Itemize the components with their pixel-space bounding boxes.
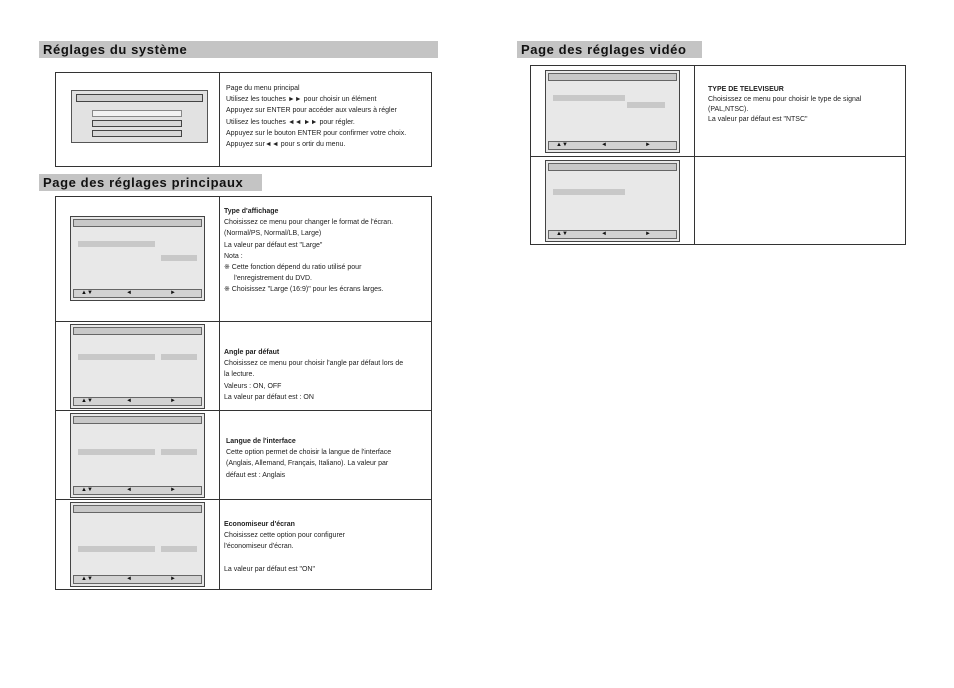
text-line: la lecture. [224, 371, 255, 379]
text-line: Choisissez ce menu pour changer le format de l'écran. [224, 219, 394, 227]
text-line: l'économiseur d'écran. [224, 543, 294, 551]
left-arrow-icon: ◄ [126, 487, 132, 493]
text-line: Valeurs : ON, OFF [224, 382, 282, 390]
text-line: (PAL,NTSC). [708, 106, 749, 113]
text-line: La valeur par défaut est : ON [224, 393, 314, 401]
video-settings-header: Page des réglages vidéo [517, 41, 702, 58]
up-down-icon: ▲▼ [556, 142, 568, 148]
right-arrow-icon: ► [170, 290, 176, 296]
left-arrow-icon: ◄ [126, 576, 132, 582]
angle-screen [70, 324, 205, 409]
text-line: ※ Cette fonction dépend du ratio utilisé pour [224, 264, 362, 272]
text-line: Choisissez ce menu pour choisir le type de signal [708, 96, 862, 103]
language-title: Langue de l'interface [226, 438, 296, 445]
up-down-icon: ▲▼ [81, 487, 93, 493]
text-line: Choisissez cette option pour configurer [224, 532, 346, 540]
left-arrow-icon: ◄ [601, 231, 607, 237]
video-settings-box [530, 65, 906, 245]
text-line: La valeur par défaut est "Large" [224, 241, 323, 249]
left-arrow-icon: ◄ [126, 398, 132, 404]
tv-type-text [708, 85, 904, 125]
right-arrow-icon: ► [645, 231, 651, 237]
text-line [224, 553, 432, 564]
language-text [226, 436, 432, 481]
text-line: ※ Choisissez "Large (16:9)" pour les écrans larges. [224, 286, 384, 294]
text-line: l'enregistrement du DVD. [234, 275, 312, 283]
system-settings-box [55, 72, 432, 167]
system-settings-header: Réglages du système [39, 41, 438, 58]
up-down-icon: ▲▼ [556, 231, 568, 237]
instruction-line: Utilisez les touches ◄◄ ►► pour régler. [226, 118, 355, 126]
up-down-icon: ▲▼ [81, 290, 93, 296]
angle-title: Angle par défaut [224, 349, 280, 356]
text-line: défaut est : Anglais [226, 471, 286, 479]
display-type-screen [70, 216, 205, 301]
text-line: Cette option permet de choisir la langue de l'interface [226, 449, 392, 457]
instruction-line: Page du menu principal [226, 85, 300, 92]
up-down-icon: ▲▼ [81, 576, 93, 582]
text-line: Nota : [224, 252, 243, 260]
main-settings-header: Page des réglages principaux [39, 174, 262, 191]
right-arrow-icon: ► [170, 576, 176, 582]
right-arrow-icon: ► [170, 398, 176, 404]
instruction-line: Utilisez les touches ►► pour choisir un élément [226, 96, 377, 104]
text-line: La valeur par défaut est "NTSC" [708, 116, 808, 123]
system-instructions [226, 83, 431, 150]
video-second-screen [545, 160, 680, 242]
right-arrow-icon: ► [170, 487, 176, 493]
tv-type-screen [545, 70, 680, 153]
language-screen [70, 413, 205, 498]
system-menu-screen [71, 90, 208, 143]
text-line: Choisissez ce menu pour choisir l'angle par défaut lors de [224, 360, 404, 368]
display-type-title: Type d'affichage [224, 208, 279, 215]
text-line: La valeur par défaut est "ON" [224, 565, 315, 573]
screensaver-screen [70, 502, 205, 587]
screensaver-title: Economiseur d'écran [224, 521, 295, 528]
screensaver-text [224, 519, 432, 575]
text-line: (Anglais, Allemand, Français, Italiano). La valeur par [226, 460, 389, 468]
up-down-icon: ▲▼ [81, 398, 93, 404]
instruction-line: Appuyez sur le bouton ENTER pour confirmer votre choix. [226, 129, 407, 137]
main-settings-box [55, 196, 432, 590]
left-arrow-icon: ◄ [601, 142, 607, 148]
text-line: (Normal/PS, Normal/LB, Large) [224, 230, 322, 238]
instruction-line: Appuyez sur ENTER pour accéder aux valeurs à régler [226, 107, 397, 115]
angle-text [224, 347, 432, 403]
instruction-line: Appuyez sur◄◄ pour s ortir du menu. [226, 141, 346, 149]
tv-type-title: TYPE DE TELEVISEUR [708, 86, 784, 93]
left-arrow-icon: ◄ [126, 290, 132, 296]
right-arrow-icon: ► [645, 142, 651, 148]
display-type-text [224, 206, 432, 296]
